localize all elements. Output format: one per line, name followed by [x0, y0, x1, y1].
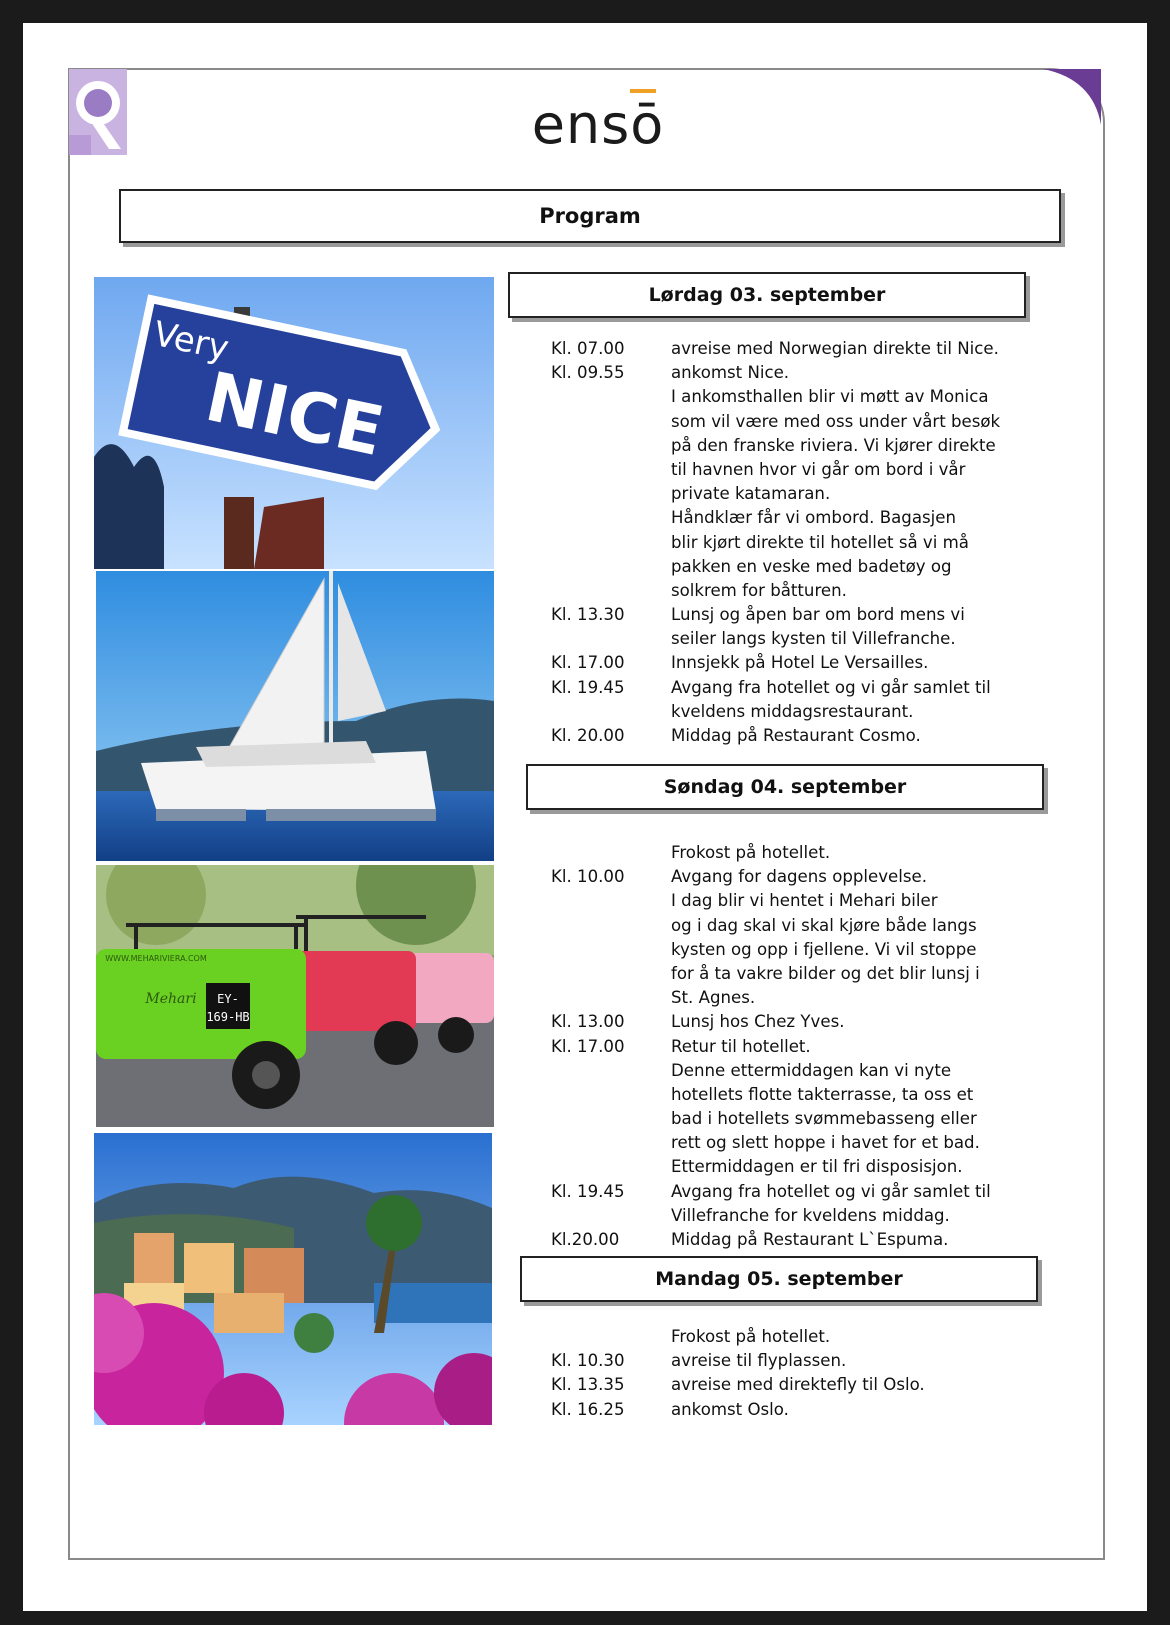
schedule-row — [551, 1228, 1031, 1252]
schedule-text: Retur til hotellet. — [671, 1036, 811, 1056]
schedule-text: hotellets flotte takterrasse, ta oss et — [671, 1084, 974, 1104]
program-title: Program — [119, 189, 1061, 243]
day-header-sondag: Søndag 04. september — [526, 764, 1044, 810]
schedule-text: private katamaran. — [671, 484, 831, 504]
schedule-text: Ettermiddagen er til fri disposisjon. — [671, 1157, 963, 1177]
schedule-text: Håndklær får vi ombord. Bagasjen — [671, 508, 956, 528]
schedule-text: I dag blir vi hentet i Mehari biler — [671, 891, 938, 911]
schedule-text: for å ta vakre bilder og det blir lunsj i — [671, 963, 980, 983]
schedule-row — [551, 1204, 1031, 1228]
schedule-row — [551, 1083, 1031, 1107]
schedule-text: Avgang fra hotellet og vi går samlet til — [671, 677, 991, 697]
schedule-time: Kl. 13.30 — [551, 605, 625, 625]
schedule-row — [551, 700, 1031, 724]
schedule-row — [551, 914, 1031, 938]
plate-line-2: 169-HB — [206, 1010, 250, 1024]
schedule-row — [551, 1398, 1031, 1422]
brand-logo: ensō — [531, 93, 665, 156]
schedule-text: I ankomsthallen blir vi møtt av Monica — [671, 387, 989, 407]
schedule-row — [551, 555, 1031, 579]
schedule-row — [551, 506, 1031, 530]
schedule-time: Kl. 17.00 — [551, 653, 625, 673]
schedule-row — [551, 410, 1031, 434]
schedule-row — [551, 962, 1031, 986]
schedule-row — [551, 986, 1031, 1010]
corner-decoration-icon — [1043, 69, 1101, 125]
schedule-time: Kl. 16.25 — [551, 1399, 625, 1419]
schedule-row — [551, 1180, 1031, 1204]
mehari-script-text: Mehari — [145, 991, 197, 1007]
schedule-text: St. Agnes. — [671, 988, 756, 1008]
schedule-text: Denne ettermiddagen kan vi nyte — [671, 1060, 952, 1080]
schedule-text: Innsjekk på Hotel Le Versailles. — [671, 653, 929, 673]
schedule-time: Kl. 20.00 — [551, 726, 625, 745]
day-header-lordag: Lørdag 03. september — [508, 272, 1026, 318]
mehari-cars-photo — [96, 865, 494, 1127]
schedule-row — [551, 1325, 1031, 1349]
schedule-time: Kl. 10.30 — [551, 1351, 625, 1371]
schedule-text: kveldens middagsrestaurant. — [671, 701, 914, 721]
schedule-row — [551, 1035, 1031, 1059]
catamaran-photo — [96, 571, 494, 861]
sign-big-text: NICE — [199, 357, 391, 473]
schedule-row — [551, 1155, 1031, 1179]
schedule-row — [551, 385, 1031, 409]
schedule-row — [551, 1131, 1031, 1155]
schedule-text: avreise med direktefly til Oslo. — [671, 1375, 925, 1395]
schedule-row — [551, 938, 1031, 962]
schedule-time: Kl. 09.55 — [551, 363, 625, 383]
schedule-row — [551, 1349, 1031, 1373]
schedule-mandag — [551, 1325, 1031, 1422]
villefranche-photo — [94, 1133, 492, 1425]
schedule-text: avreise til flyplassen. — [671, 1351, 847, 1371]
schedule-row — [551, 482, 1031, 506]
schedule-text: Avgang for dagens opplevelse. — [671, 867, 928, 887]
schedule-time: Kl. 19.45 — [551, 1181, 625, 1201]
schedule-text: Frokost på hotellet. — [671, 843, 831, 862]
schedule-text: pakken en veske med badetøy og — [671, 556, 952, 576]
schedule-row — [551, 1373, 1031, 1397]
schedule-lordag — [551, 337, 1031, 748]
schedule-text: Villefranche for kveldens middag. — [671, 1205, 950, 1225]
schedule-row — [551, 676, 1031, 700]
schedule-time: Kl.20.00 — [551, 1230, 620, 1249]
schedule-row — [551, 889, 1031, 913]
schedule-row — [551, 841, 1031, 865]
schedule-time: Kl. 13.00 — [551, 1012, 625, 1032]
schedule-time: Kl. 17.00 — [551, 1036, 625, 1056]
plate-line-1: EY- — [217, 992, 239, 1006]
schedule-row — [551, 458, 1031, 482]
schedule-row — [551, 1010, 1031, 1034]
schedule-text: som vil være med oss under vårt besøk — [671, 411, 1001, 431]
schedule-text: til havnen hvor vi går om bord i vår — [671, 459, 966, 479]
q-logo-icon — [69, 69, 127, 155]
schedule-text: rett og slett hoppe i havet for et bad. — [671, 1133, 980, 1153]
schedule-text: Frokost på hotellet. — [671, 1327, 831, 1346]
schedule-row — [551, 724, 1031, 748]
schedule-text: ankomst Nice. — [671, 363, 790, 383]
schedule-text: Avgang fra hotellet og vi går samlet til — [671, 1181, 991, 1201]
schedule-text: Lunsj hos Chez Yves. — [671, 1012, 845, 1032]
schedule-row — [551, 865, 1031, 889]
schedule-time: Kl. 10.00 — [551, 867, 625, 887]
mehari-website-text: WWW.MEHARIVIERA.COM — [105, 954, 207, 963]
schedule-text: ankomst Oslo. — [671, 1399, 789, 1419]
brand-accent-bar — [630, 89, 656, 93]
schedule-text: blir kjørt direkte til hotellet så vi må — [671, 532, 969, 552]
day-header-mandag: Mandag 05. september — [520, 1256, 1038, 1302]
schedule-time: Kl. 07.00 — [551, 339, 625, 358]
schedule-row — [551, 651, 1031, 675]
schedule-text: Middag på Restaurant L`Espuma. — [671, 1230, 949, 1249]
schedule-row — [551, 579, 1031, 603]
document-page — [23, 23, 1147, 1611]
nice-sign-photo — [94, 277, 494, 569]
schedule-row — [551, 627, 1031, 651]
schedule-text: Lunsj og åpen bar om bord mens vi — [671, 605, 965, 625]
schedule-text: på den franske riviera. Vi kjører direkte — [671, 435, 996, 455]
sign-small-text: Very — [149, 313, 233, 369]
schedule-sondag — [551, 841, 1031, 1252]
schedule-row — [551, 434, 1031, 458]
schedule-row — [551, 1059, 1031, 1083]
schedule-text: Middag på Restaurant Cosmo. — [671, 726, 921, 745]
schedule-row — [551, 361, 1031, 385]
schedule-row — [551, 337, 1031, 361]
schedule-row — [551, 1107, 1031, 1131]
schedule-row — [551, 603, 1031, 627]
schedule-text: avreise med Norwegian direkte til Nice. — [671, 339, 999, 358]
schedule-text: og i dag skal vi skal kjøre både langs — [671, 915, 977, 935]
schedule-text: bad i hotellets svømmebasseng eller — [671, 1109, 977, 1129]
schedule-text: kysten og opp i fjellene. Vi vil stoppe — [671, 939, 977, 959]
schedule-text: seiler langs kysten til Villefranche. — [671, 629, 956, 649]
schedule-row — [551, 531, 1031, 555]
schedule-time: Kl. 13.35 — [551, 1375, 625, 1395]
schedule-text: solkrem for båtturen. — [671, 580, 847, 600]
schedule-time: Kl. 19.45 — [551, 677, 625, 697]
